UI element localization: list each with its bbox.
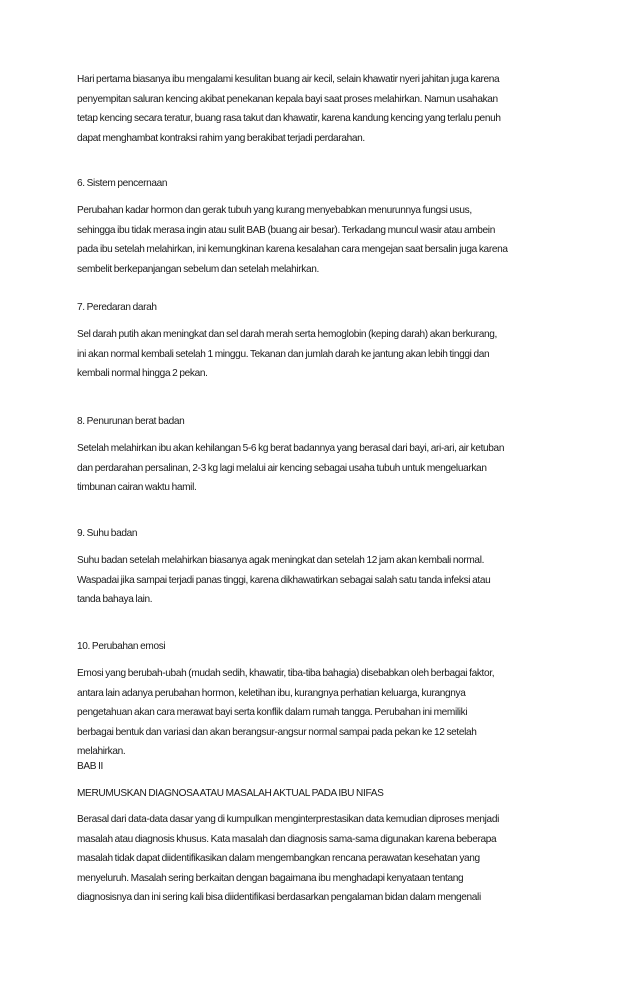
chapter-label [77, 757, 577, 777]
paragraph-line: Hari pertama biasanya ibu mengalami kesulitan buang air kecil, selain khawatir nyeri jahitan juga karena [77, 74, 500, 85]
section-9-heading [77, 524, 577, 544]
section-8-heading [77, 412, 577, 432]
paragraph-line: dapat menghambat kontraksi rahim yang berakibat terjadi perdarahan. [77, 132, 365, 144]
paragraph-line: Berasal dari data-data dasar yang di kumpulkan menginterprestasikan data kemudian diproses menjadi [77, 814, 499, 825]
section-8-paragraph [77, 439, 577, 498]
section-heading: 6. Sistem pencernaan [77, 178, 168, 189]
paragraph-line: Emosi yang berubah-ubah (mudah sedih, khawatir, tiba-tiba bahagia) disebabkan oleh berbagai faktor, [77, 668, 495, 679]
paragraph-line: menyeluruh. Masalah sering berkaitan dengan bagaimana ibu menghadapi kenyataan tentang [77, 872, 464, 884]
section-heading: 10. Perubahan emosi [77, 641, 166, 652]
section-10-heading [77, 637, 577, 657]
paragraph-line: kembali normal hingga 2 pekan. [77, 368, 208, 379]
chapter-paragraph [77, 810, 577, 908]
paragraph-line: ini akan normal kembali setelah 1 minggu. Tekanan dan jumlah darah ke jantung akan lebih tinggi dan [77, 348, 490, 360]
intro-paragraph [77, 70, 577, 148]
section-6-paragraph [77, 201, 577, 279]
paragraph-line: antara lain adanya perubahan hormon, keletihan ibu, kurangnya perhatian keluarga, kurangnya [77, 687, 466, 699]
paragraph-line: tetap kencing secara teratur, buang rasa takut dan khawatir, karena kandung kencing yang terlalu penuh [77, 113, 501, 124]
chapter-title-block [77, 784, 577, 804]
section-9-paragraph [77, 551, 577, 610]
section-heading: 9. Suhu badan [77, 528, 138, 539]
section-6-heading [77, 174, 577, 194]
paragraph-line: melahirkan. [77, 746, 126, 757]
paragraph-line: masalah atau diagnosis khusus. Kata masalah dan diagnosis sama-sama digunakan karena beberapa [77, 833, 497, 845]
paragraph-line: Waspadai jika sampai terjadi panas tinggi, karena dikhawatirkan sebagai salah satu tanda infeksi atau [77, 574, 491, 586]
paragraph-line: Sel darah putih akan meningkat dan sel darah merah serta hemoglobin (keping darah) akan berkurang, [77, 329, 497, 340]
section-10-paragraph [77, 664, 577, 762]
paragraph-line: diagnosisnya dan ini sering kali bisa diidentifikasi berdasarkan pengalaman bidan dalam mengenali [77, 892, 481, 903]
section-7-paragraph [77, 325, 577, 384]
paragraph-line: tanda bahaya lain. [77, 594, 153, 605]
paragraph-line: pada ibu setelah melahirkan, ini kemungkinan karena kesalahan cara mengejan saat bersalin juga karena [77, 244, 508, 255]
paragraph-line: masalah tidak dapat diidentifikasikan dalam mengembangkan rencana perawatan kesehatan yang [77, 853, 480, 864]
paragraph-line: sembelit berkepanjangan sebelum dan setelah melahirkan. [77, 263, 319, 275]
chapter-heading: BAB II [77, 761, 104, 772]
section-7-heading [77, 298, 577, 318]
chapter-title: MERUMUSKAN DIAGNOSA ATAU MASALAH AKTUAL PADA IBU NIFAS [77, 788, 384, 799]
paragraph-line: sehingga ibu tidak merasa ingin atau sulit BAB (buang air besar). Terkadang muncul wasir atau ambein [77, 224, 495, 236]
paragraph-line: Perubahan kadar hormon dan gerak tubuh yang kurang menyebabkan menurunnya fungsi usus, [77, 205, 472, 216]
section-heading: 7. Peredaran darah [77, 302, 157, 313]
paragraph-line: berbagai bentuk dan variasi dan akan berangsur-angsur normal sampai pada pekan ke 12 setelah [77, 726, 477, 738]
paragraph-line: timbunan cairan waktu hamil. [77, 482, 197, 493]
paragraph-line: pengetahuan akan cara merawat bayi serta konflik dalam rumah tangga. Perubahan ini memiliki [77, 707, 468, 718]
paragraph-line: dan perdarahan persalinan, 2-3 kg lagi melalui air kencing sebagai usaha tubuh untuk mengeluarkan [77, 462, 487, 474]
paragraph-line: penyempitan saluran kencing akibat penekanan kepala bayi saat proses melahirkan. Namun usahakan [77, 93, 498, 105]
paragraph-line: Setelah melahirkan ibu akan kehilangan 5-6 kg berat badannya yang berasal dari bayi, ari-ari, air ketuban [77, 443, 505, 454]
paragraph-line: Suhu badan setelah melahirkan biasanya agak meningkat dan setelah 12 jam akan kembali normal. [77, 555, 485, 566]
section-heading: 8. Penurunan berat badan [77, 416, 185, 427]
